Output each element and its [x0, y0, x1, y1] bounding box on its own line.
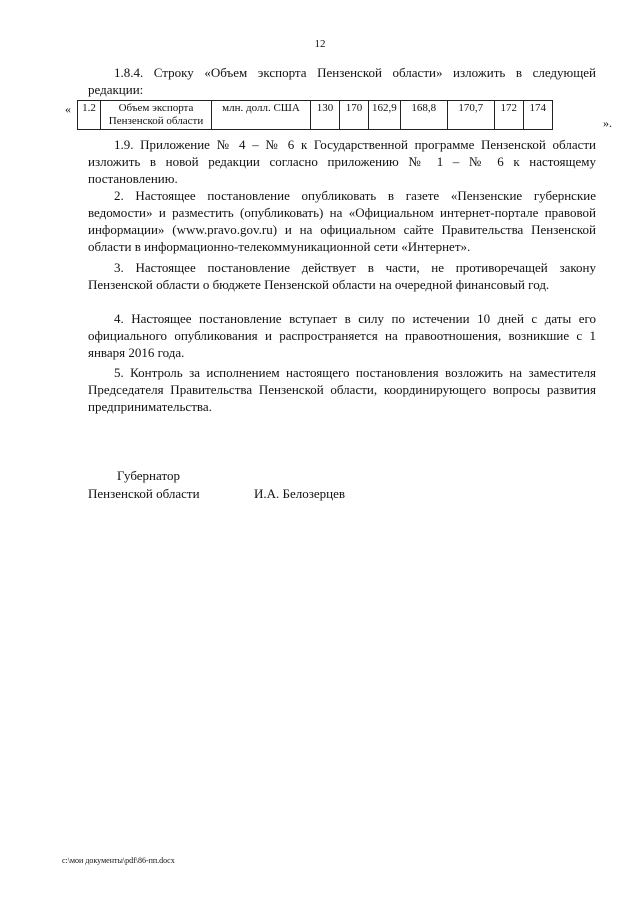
- export-volume-table: [77, 100, 553, 130]
- signature-title: Губернатор: [117, 468, 180, 483]
- footer-file-path: c:\мои документы\pdf\86-пп.docx: [62, 856, 175, 865]
- page-number: 12: [314, 38, 326, 50]
- value-cell: 162,9: [369, 101, 401, 130]
- indicator-name-line1: Объем экспорта: [118, 102, 194, 114]
- value-cell: 170: [340, 101, 369, 130]
- table-row: [78, 101, 553, 130]
- paragraph-2: 2. Настоящее постановление опубликовать в газете «Пензенские губернские ведомости» и разместить (опубликовать) на «Официальном интернет-портале правовой информации» (www.pravo.gov.ru) и на официальном сайте Правительства Пензенской области в информационно-телекоммуникационной сети «Интернет».: [88, 188, 596, 254]
- value-cell: 170,7: [447, 101, 494, 130]
- paragraph-4: 4. Настоящее постановление вступает в силу по истечении 10 дней с даты его официального опубликования и распространяется на правоотношения, возникшие с 1 января 2016 года.: [88, 311, 596, 360]
- row-number-cell: 1.2: [78, 101, 101, 130]
- paragraph-1-9: 1.9. Приложение № 4 – № 6 к Государственной программе Пензенской области изложить в новой редакции согласно приложению № 1 – № 6 к настоящему постановлению.: [88, 137, 596, 186]
- signature-name: И.А. Белозерцев: [254, 486, 346, 501]
- indicator-name-cell: [101, 101, 212, 130]
- table-quote-close: ».: [603, 116, 612, 130]
- value-cell: 174: [523, 101, 552, 130]
- indicator-name-line2: Пензенской области: [108, 115, 204, 127]
- table-quote-open: «: [65, 102, 71, 116]
- paragraph-3: 3. Настоящее постановление действует в части, не противоречащей закону Пензенской области о бюджете Пензенской области на очередной финансовый год.: [88, 260, 596, 292]
- paragraph-5: 5. Контроль за исполнением настоящего постановления возложить на заместителя Председателя Правительства Пензенской области, координирующего вопросы развития предпринимательства.: [88, 365, 596, 414]
- signature-region: Пензенской области: [88, 486, 200, 501]
- value-cell: 130: [311, 101, 340, 130]
- unit-cell: млн. долл. США: [212, 101, 311, 130]
- paragraph-1-8-4: 1.8.4. Строку «Объем экспорта Пензенской области» изложить в следующей редакции:: [88, 65, 596, 97]
- value-cell: 172: [494, 101, 523, 130]
- value-cell: 168,8: [400, 101, 447, 130]
